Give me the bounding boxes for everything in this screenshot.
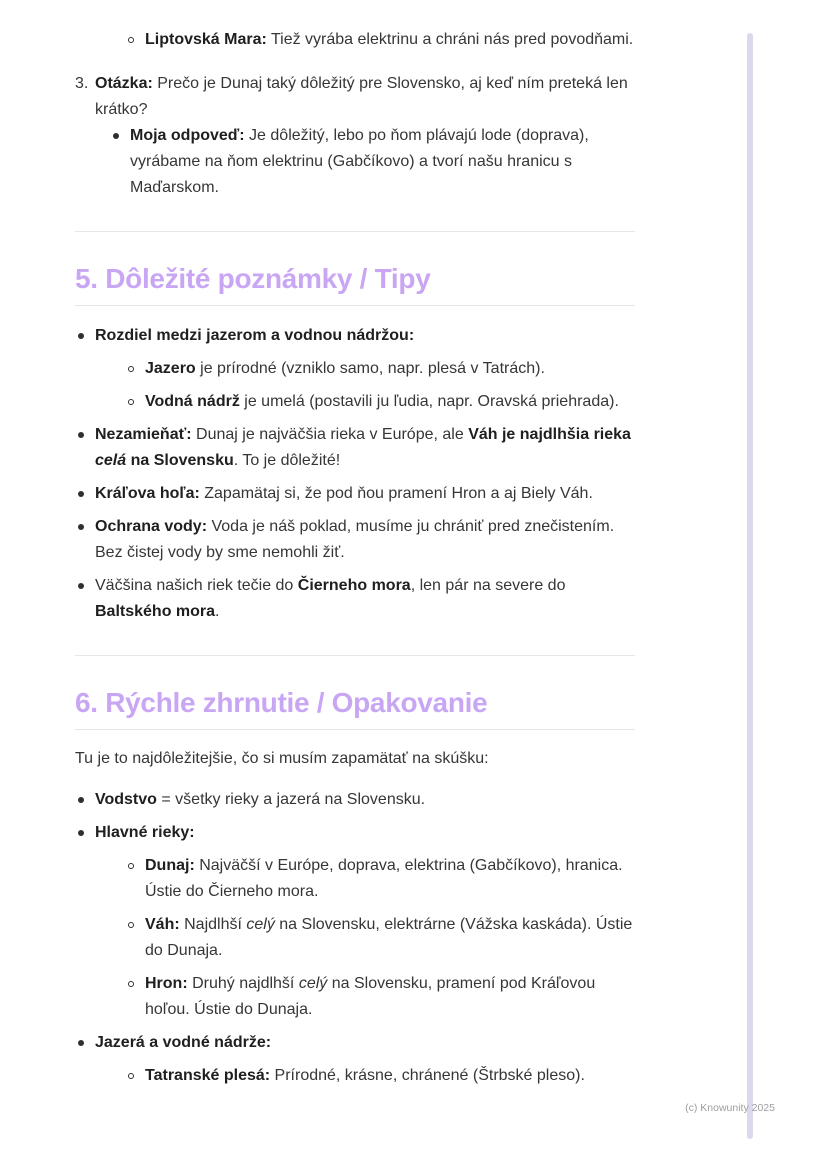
list-item-hlavne-rieky: [75, 820, 635, 846]
text-run: Je dôležitý, lebo po ňom plávajú lode (doprava), vyrábame na ňom elektrinu (Gabčíkovo) a tvorí našu hranicu s Maďarskom.: [130, 127, 589, 196]
bullet-icon: [75, 1030, 95, 1056]
text-run: Najdlhší: [179, 916, 247, 933]
circle-bullet-icon: [125, 356, 145, 382]
text-run: Dunaj je najväčšia rieka v Európe, ale: [191, 426, 469, 443]
copyright-notice: (c) Knowunity 2025: [685, 1102, 775, 1114]
bold-run: Moja odpoveď:: [130, 127, 245, 144]
bold-run: Kráľova hoľa:: [95, 485, 200, 502]
text-run: je prírodné (vzniklo samo, napr. plesá v Tatrách).: [195, 360, 545, 377]
list-item-text: [145, 389, 635, 415]
text-run: Najväčší v Európe, doprava, elektrina (Gabčíkovo), hranica. Ústie do Čierneho mora.: [145, 857, 623, 900]
bold-run: Váh je najdlhšia rieka: [468, 426, 631, 443]
text-run: .: [215, 603, 220, 620]
list-item-answer: [110, 123, 635, 201]
text-run: = všetky rieky a jazerá na Slovensku.: [156, 791, 426, 808]
list-item-text: [95, 820, 635, 846]
text-run: , len pár na severe do: [410, 577, 566, 594]
list-item-text: [145, 912, 635, 964]
text-run: Väčšina našich riek tečie do: [95, 577, 298, 594]
bold-run: Váh:: [145, 916, 180, 933]
list-item-text: [145, 27, 635, 53]
text-run: Voda je náš poklad, musíme ju chrániť pred znečistením. Bez čistej vody by sme nemohli žiť.: [95, 518, 615, 561]
section-6-intro: Tu je to najdôležitejšie, čo si musím zapamätať na skúšku:: [75, 750, 489, 767]
list-item-rozdiel: [75, 323, 635, 349]
bold-run: Jazero: [145, 360, 196, 377]
circle-bullet-icon: [125, 853, 145, 905]
circle-bullet-icon: [125, 1063, 145, 1089]
bullet-icon: [75, 820, 95, 846]
circle-bullet-icon: [125, 912, 145, 964]
bold-run: Rozdiel medzi jazerom a vodnou nádržou:: [95, 327, 415, 344]
text-run: Tiež vyrába elektrinu a chráni nás pred povodňami.: [266, 31, 634, 48]
bold-run: Liptovská Mara:: [145, 31, 267, 48]
list-item-text: [95, 422, 635, 474]
list-item-dunaj: [125, 853, 635, 905]
list-item-tatranske-plesa: [125, 1063, 635, 1089]
document-content: [75, 27, 635, 1096]
bold-run: Vodstvo: [95, 791, 157, 808]
circle-bullet-icon: [125, 27, 145, 53]
list-item-text: [95, 71, 635, 123]
list-item-vah: [125, 912, 635, 964]
bold-run: na Slovensku: [126, 452, 234, 469]
list-item-jazero: [125, 356, 635, 382]
bullet-icon: [75, 481, 95, 507]
bold-run: Hlavné rieky:: [95, 824, 195, 841]
list-item-vacsina: [75, 573, 635, 625]
bold-run: Hron:: [145, 975, 188, 992]
list-item-text: [145, 853, 635, 905]
bullet-icon: [75, 422, 95, 474]
list-item-text: [145, 356, 635, 382]
list-item-text: [95, 787, 635, 813]
list-item-text: [95, 573, 635, 625]
italic-run: celý: [298, 975, 328, 992]
text-run: na Slovensku, pramení pod Kráľovou hoľou. Ústie do Dunaja.: [145, 975, 596, 1018]
text-run: . To je dôležité!: [233, 452, 341, 469]
text-run: na Slovensku, elektrárne (Vážska kaskáda). Ústie do Dunaja.: [145, 916, 633, 959]
bold-run: Vodná nádrž: [145, 393, 240, 410]
bullet-icon: [75, 514, 95, 566]
section-divider: [75, 231, 635, 232]
bullet-icon: [75, 573, 95, 625]
circle-bullet-icon: [125, 971, 145, 1023]
heading-divider: [75, 729, 635, 730]
bold-run: Jazerá a vodné nádrže:: [95, 1034, 272, 1051]
list-item-text: [145, 971, 635, 1023]
list-item-jazera: [75, 1030, 635, 1056]
list-item-text: [95, 323, 635, 349]
list-item-hron: [125, 971, 635, 1023]
section-5-heading: 5. Dôležité poznámky / Tipy: [75, 263, 431, 294]
list-item-text: [95, 514, 635, 566]
text-run: je umelá (postavili ju ľudia, napr. Oravská priehrada).: [239, 393, 619, 410]
bold-run: Otázka:: [95, 75, 153, 92]
text-run: Prečo je Dunaj taký dôležitý pre Slovensko, aj keď ním preteká len krátko?: [95, 75, 628, 118]
list-item-vodstvo: [75, 787, 635, 813]
bold-run: Čierneho mora: [297, 577, 411, 594]
list-item-text: [145, 1063, 635, 1089]
section-divider: [75, 655, 635, 656]
list-item-text: [130, 123, 635, 201]
list-item-ochrana-vody: [75, 514, 635, 566]
list-item-kralova-hola: [75, 481, 635, 507]
list-number: 3.: [75, 75, 89, 92]
list-item-vodna-nadrz: [125, 389, 635, 415]
bold-run: Nezamieňať:: [95, 426, 192, 443]
bullet-icon: [75, 323, 95, 349]
text-run: Zapamätaj si, že pod ňou pramení Hron a aj Biely Váh.: [199, 485, 593, 502]
list-item-question-3: [75, 71, 635, 123]
list-item-liptovska-mara: [125, 27, 635, 53]
text-run: Druhý najdlhší: [187, 975, 299, 992]
italic-run: celý: [246, 916, 275, 933]
bold-italic-run: celá: [95, 452, 127, 469]
bold-run: Dunaj:: [145, 857, 195, 874]
section-6-heading: 6. Rýchle zhrnutie / Opakovanie: [75, 687, 488, 718]
list-item-nezamienat: [75, 422, 635, 474]
text-run: Prírodné, krásne, chránené (Štrbské pleso).: [270, 1067, 585, 1084]
bullet-icon: [110, 123, 130, 201]
bold-run: Ochrana vody:: [95, 518, 208, 535]
bullet-icon: [75, 787, 95, 813]
circle-bullet-icon: [125, 389, 145, 415]
scrollbar[interactable]: [747, 33, 753, 1139]
bold-run: Tatranské plesá:: [145, 1067, 271, 1084]
list-item-text: [95, 1030, 635, 1056]
bold-run: Baltského mora: [95, 603, 216, 620]
heading-divider: [75, 305, 635, 306]
list-item-text: [95, 481, 635, 507]
